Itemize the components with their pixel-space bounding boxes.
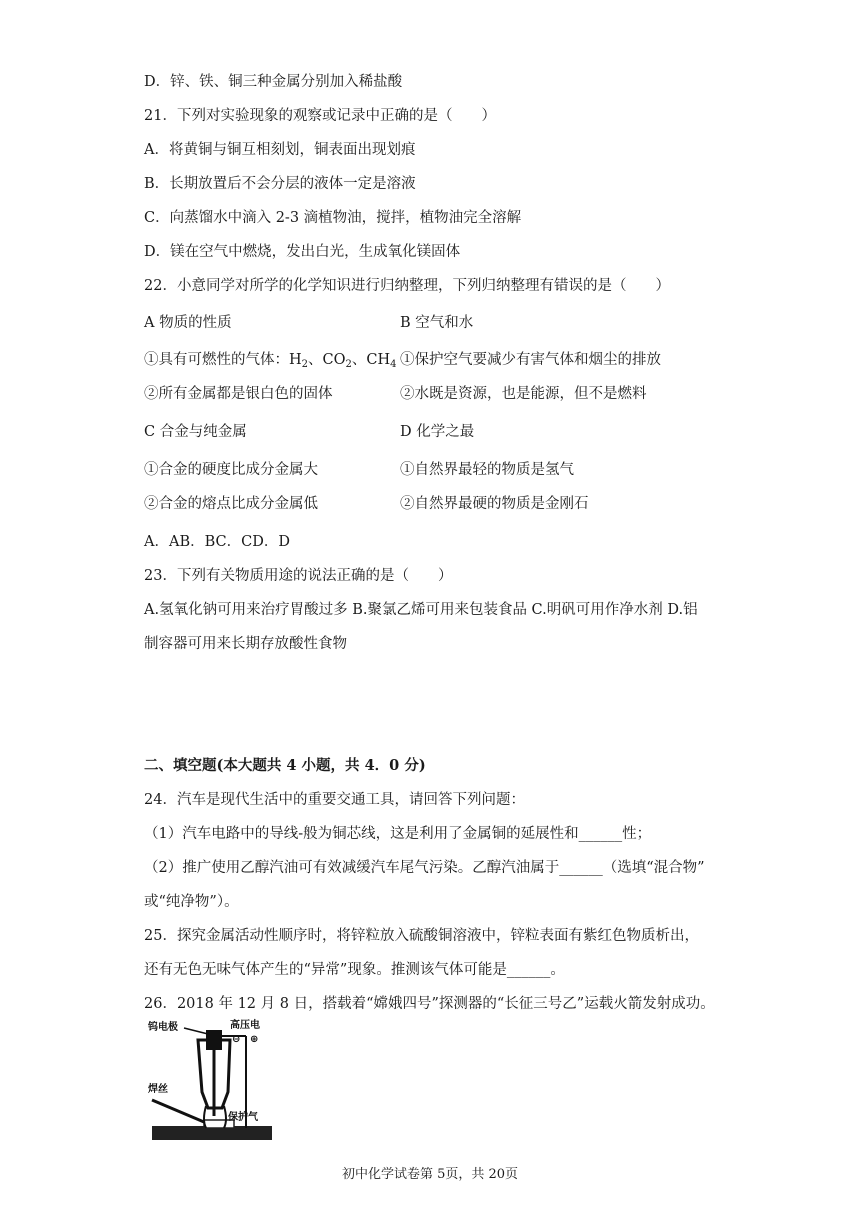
question-23-options-line-2: 制容器可用来长期存放酸性食物 <box>144 636 347 652</box>
high-voltage-label: 高压电 <box>230 1020 260 1031</box>
option-20-d: D．锌、铁、铜三种金属分别加入稀盐酸 <box>144 74 403 90</box>
plus-terminal-icon: ⊕ <box>250 1034 259 1045</box>
gas-flow-right <box>224 1106 226 1128</box>
question-22-stem: 22．小意同学对所学的化学知识进行归纳整理，下列归纳整理有错误的是（ ） <box>144 278 670 294</box>
table-b-title: B 空气和水 <box>400 315 474 331</box>
question-24-stem: 24．汽车是现代生活中的重要交通工具，请回答下列问题： <box>144 792 525 808</box>
option-21-a: A．将黄铜与铜互相刻划，铜表面出现划痕 <box>144 142 416 158</box>
question-24-part-2-line-1: （2）推广使用乙醇汽油可有效减缓汽车尾气污染。乙醇汽油属于______（选填“混合物” <box>144 860 705 876</box>
option-21-c: C．向蒸馏水中滴入 2-3 滴植物油，搅拌，植物油完全溶解 <box>144 210 522 226</box>
table-b-item-1: ①保护空气要减少有害气体和烟尘的排放 <box>400 352 661 368</box>
table-a-title: A 物质的性质 <box>144 315 232 331</box>
minus-terminal-icon: ⊖ <box>232 1034 241 1045</box>
tungsten-label: 钨电极 <box>148 1022 178 1033</box>
table-c-title: C 合金与纯金属 <box>144 424 247 440</box>
question-24-part-2-line-2: 或“纯净物”）。 <box>144 894 239 910</box>
shield-gas-label: 保护气 <box>228 1112 258 1123</box>
table-a-item-1: ①具有可燃性的气体：$H_2$、$CO_2$、$CH_4$ <box>144 352 397 370</box>
gas-flow-left <box>204 1106 206 1128</box>
page-footer: 初中化学试卷第 5页，共 20页 <box>341 1167 519 1182</box>
question-24-part-1: （1）汽车电路中的导线-般为铜芯线，这是利用了金属铜的延展性和______性； <box>144 826 652 842</box>
table-c-item-1: ①合金的硬度比成分金属大 <box>144 462 318 478</box>
option-21-b: B．长期放置后不会分层的液体一定是溶液 <box>144 176 416 192</box>
welding-figure <box>146 1016 276 1144</box>
weld-wire-label: 焊丝 <box>148 1084 168 1095</box>
question-22-answer-options: A．AB．BC．CD．D <box>144 534 290 550</box>
welding-diagram <box>146 1016 276 1144</box>
question-25-line-2: 还有无色无味气体产生的“异常”现象。推测该气体可能是______。 <box>144 962 565 978</box>
table-c-item-2: ②合金的熔点比成分金属低 <box>144 496 318 512</box>
question-26-stem: 26．2018 年 12 月 8 日，搭载着“嫦娥四号”探测器的“长征三号乙”运载火箭发射成功。 <box>144 996 715 1012</box>
table-b-item-2: ②水既是资源，也是能源，但不是燃料 <box>400 386 647 402</box>
weld-wire <box>152 1100 204 1122</box>
question-23-stem: 23．下列有关物质用途的说法正确的是（ ） <box>144 568 453 584</box>
tungsten-leader <box>184 1028 208 1034</box>
question-23-options-line-1: A.氢氧化钠可用来治疗胃酸过多 B.聚氯乙烯可用来包装食品 C.明矾可用作净水剂 D.铝 <box>144 602 698 618</box>
table-a-item-2: ②所有金属都是银白色的固体 <box>144 386 333 402</box>
section-heading: 二、填空题(本大题共 4 小题，共 4．0 分) <box>144 757 426 774</box>
table-d-item-1: ①自然界最轻的物质是氢气 <box>400 462 574 478</box>
question-25-line-1: 25．探究金属活动性顺序时，将锌粒放入硫酸铜溶液中，锌粒表面有紫红色物质析出， <box>144 928 699 944</box>
table-d-title: D 化学之最 <box>400 424 475 440</box>
table-d-item-2: ②自然界最硬的物质是金刚石 <box>400 496 589 512</box>
question-21-stem: 21．下列对实验现象的观察或记录中正确的是（ ） <box>144 108 496 124</box>
option-21-d: D．镁在空气中燃烧，发出白光，生成氧化镁固体 <box>144 244 461 260</box>
